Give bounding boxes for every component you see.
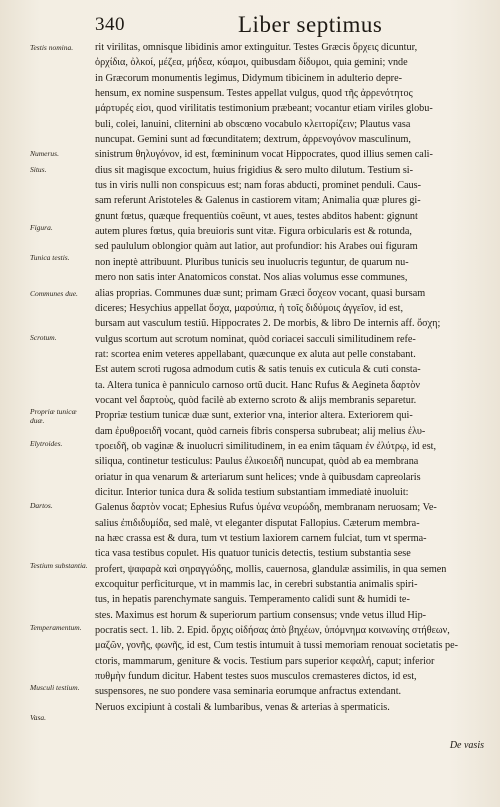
text-line: mero non satis inter Anatomicos constat. Nos alias volumus esse communes, xyxy=(95,272,408,284)
text-line: diceres; Hesychius appellat ὄσχα, μαρσύπια, ἡ τοῖς διδύμοις ἀγγεῖον, id est, xyxy=(95,302,404,314)
text-line: vulgus scortum aut scrotum nominat, quòd coriacei sacculi similitudinem refe- xyxy=(95,333,416,345)
catchword: De vasis xyxy=(449,740,484,751)
margin-notes xyxy=(0,0,95,807)
margin-note: Situs. xyxy=(30,165,47,174)
text-line: τροειδῆ, ob vaginæ & inuolucri similitudinem, in ea enim tãquam ἐν ἐλύτρῳ, id est, xyxy=(95,440,437,452)
page-number: 340 xyxy=(95,14,125,35)
margin-note: Tunica testis. xyxy=(30,253,70,262)
text-line: ctoris, mammarum, geniture & vocis. Testium pars superior κεφαλή, caput; inferior xyxy=(95,655,435,667)
text-line: sinistrum θηλυγόνον, id est, fœmininum vocat Hippocrates, quod illius semen cali- xyxy=(95,149,433,161)
text-line: in Græcorum monumentis legimus, Didymum tibicinem in adulterio depre- xyxy=(95,72,402,84)
margin-note: Propriæ tunicæ duæ. xyxy=(30,407,77,425)
text-line: non ineptè attribuunt. Pluribus tunicis seu inuolucris teguntur, de quarum nu- xyxy=(95,256,409,268)
text-line: hensum, ex nomine suspensum. Testes appellat vulgus, quod τῆς ἀρρενότητος xyxy=(95,88,413,100)
text-line: stes. Maximus est horum & superiorum partium consensus; vnde vetus illud Hip- xyxy=(95,609,427,621)
margin-note: Numerus. xyxy=(30,149,59,158)
text-line: μαζῶν, γονῆς, φωνῆς, id est, Cum testis intumuit à tussi memoriam renouat societatis pe- xyxy=(95,640,459,652)
text-line: salius ἐπιδιδυμίδα, sed malè, vt eleganter disputat Fallopius. Cæterum membra- xyxy=(95,517,420,529)
text-line: siliqua, continetur testiculus: Paulus ἐλικοειδῆ nuncupat, quòd ab ea membrana xyxy=(95,456,419,468)
text-line: ὀρχίδια, ὀλκοί, μέζεα, μήδεα, κύαμοι, quibusdam δίδυμοι, quia gemini; vnde xyxy=(95,57,408,69)
text-line: gnunt fœtus, quæque frequentiùs coëunt, vt aues, testes abditos habent: gignunt xyxy=(95,210,418,222)
text-line: nuncupat. Gemini sunt ad fœcunditatem; dextrum, ἀρρενογόνον masculinum, xyxy=(95,134,411,146)
text-line: bursam aut vasculum testiũ. Hippocrates 2. De morbis, & libro De internis aff. ὄσχη; xyxy=(95,318,441,330)
margin-note: Dartos. xyxy=(30,501,53,510)
text-line: tica vasa testibus copulet. His quatuor tunicis detectis, testium substantia sese xyxy=(95,548,411,560)
text-line: vocant vel δαρτοὺς, quòd facilè ab externo scroto & alijs membranis separetur. xyxy=(95,394,417,406)
text-line: buli, colei, lanuini, cliternini ab obscœno vocabulo κλειτορίζειν; Plautus vasa xyxy=(95,118,411,130)
text-line: dicitur. Interior tunica dura & solida testium substantiam immediatè inuoluit: xyxy=(95,486,409,498)
text-line: Est autem scroti rugosa admodum cutis & satis tenuis ex cuticula & cuti consta- xyxy=(95,364,421,376)
text-line: sam referunt Aristoteles & Galenus in castiorem vitam; Animalia quæ plures gi- xyxy=(95,195,421,207)
text-line: rat: scortea enim veteres appellabant, quæcunque ex aluta aut pelle constabant. xyxy=(95,348,416,360)
text-line: dius sit magisque excoctum, huius frigidius & sero multo dilutum. Testium si- xyxy=(95,164,414,176)
text-line: Galenus δαρτὸν vocat; Ephesius Rufus ὑμένα νευρώδη, membranam neruosam; Ve- xyxy=(95,502,437,514)
margin-note: Vasa. xyxy=(30,713,47,722)
text-line: tus in viris nulli non conspicuus est; nam foras abducti, prominet penduli. Caus- xyxy=(95,180,421,192)
margin-note: Scrotum. xyxy=(30,333,57,342)
margin-note: Musculi testium. xyxy=(30,683,80,692)
text-line: na hæc crassa est & dura, tum vt testium laxiorem carnem fulciat, tum vt sperma- xyxy=(95,533,427,544)
text-line: autem plures fœtus, quia breuioris sunt vitæ. Figura orbicularis est & rotunda, xyxy=(95,226,412,238)
text-line: alias proprias. Communes duæ sunt; primam Græci ὄσχεον vocant, quasi bursam xyxy=(95,287,426,299)
text-line: tus, in hepatis parenchymate sanguis. Temperamento calidi sunt & humidi te- xyxy=(95,594,410,606)
margin-note: Figura. xyxy=(30,223,53,232)
text-line: πυθμὴν fundum dicitur. Habent testes suos musculos cremasteres dictos, id est, xyxy=(95,671,417,683)
text-line: excoquitur perficiturque, vt in mammis lac, in cerebri substantia animalis spiri- xyxy=(95,579,418,591)
text-line: suspensores, ne suo pondere vasa seminaria eorumque anfractus extendant. xyxy=(95,686,402,698)
page-header xyxy=(95,14,490,40)
text-line: sed paululum oblongior quàm aut latior, aut profundior: his Arabes oui figuram xyxy=(95,241,418,253)
text-line: dam ἐρυθροειδῆ vocant, quòd carneis fibris conspersa subrubeat; alij melius ἐλυ- xyxy=(95,425,426,437)
margin-note: Testis nomina. xyxy=(30,43,74,52)
text-line: Propriæ testium tunicæ duæ sunt, exterior vna, interior altera. Exteriorem qui- xyxy=(95,410,413,422)
text-line: oriatur in qua venarum & arteriarum sunt helices; vnde à quibusdam capreolaris xyxy=(95,471,421,483)
margin-note: Communes due. xyxy=(30,289,78,298)
text-line: profert, ψαφαρὰ καὶ σηραγγώδης, mollis, cauernosa, glandulæ assimilis, in qua semen xyxy=(95,563,447,575)
margin-note: Testium substantia. xyxy=(30,561,88,570)
text-line: ta. Altera tunica è panniculo carnoso ortũ ducit. Hanc Rufus & Aegineta δαρτὸν xyxy=(95,379,420,391)
text-line: Neruos excipiunt à costali & lumbaribus, venas & arterias à spermaticis. xyxy=(95,701,390,713)
text-line: pocratis sect. 1. lib. 2. Epid. ὄρχις οἰδήσας ἀπὸ βηχέων, ὑπόμνημα κοινωνίης στήθεων, xyxy=(95,625,450,637)
running-head: Liber septimus xyxy=(238,12,383,37)
text-line: μάρτυρές εἰσι, quod virilitatis testimonium præbeant; vocantur etiam viriles globu- xyxy=(95,103,433,115)
text-line: rit virilitas, omnisque libidinis amor extinguitur. Testes Græcis ὄρχεις dicuntur, xyxy=(95,42,418,53)
main-text-block xyxy=(95,40,487,715)
margin-note: Temperamentum. xyxy=(30,623,82,632)
margin-note: Elytroides. xyxy=(30,439,63,448)
